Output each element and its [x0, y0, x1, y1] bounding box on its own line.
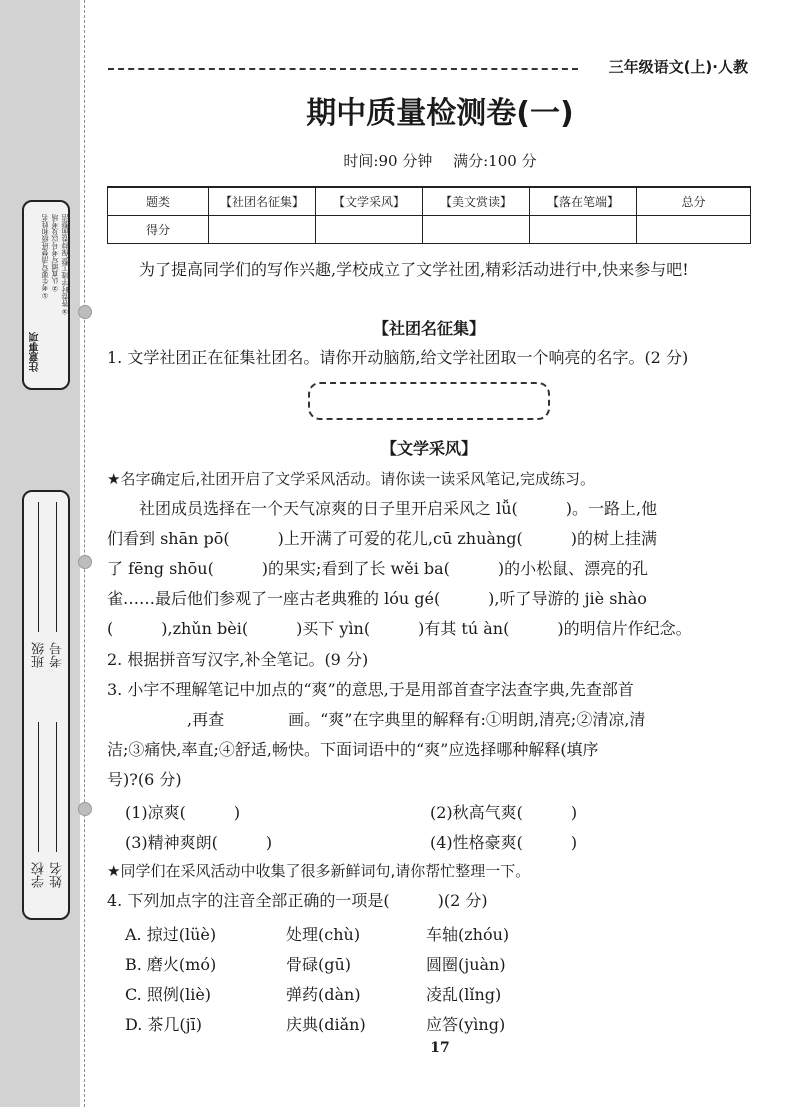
q4-option-c-3: 凌乱(lǐng) [426, 985, 502, 1004]
q4-option-b-3: 圆圈(juàn) [426, 955, 506, 974]
score-cell: 【文学采风】 [316, 187, 423, 216]
score-cell: 【美文赏读】 [423, 187, 530, 216]
score-input[interactable] [637, 216, 751, 244]
page-title: 期中质量检测卷(一) [306, 96, 574, 131]
exam-no-label: 考号 [50, 642, 65, 668]
notice-line-3: ③答卷时字迹工整,保持卷面整洁 [61, 214, 69, 316]
q4-option-d-2: 庆典(diǎn) [286, 1015, 366, 1034]
q4-option-b-1: B. 磨火(mó) [125, 955, 217, 974]
score-table-header-row [108, 187, 751, 216]
q4-option-d-3: 应答(yìng) [426, 1015, 506, 1034]
notice-line-1: ①考生要写清楚班级和姓名 [41, 214, 49, 299]
question-3-line-1: 3. 小宇不理解笔记中加点的“爽”的意思,于是用部首查字法查字典,先查部首 [107, 680, 634, 699]
notice-title: 注意事项 [30, 332, 41, 372]
page-number: 17 [430, 1040, 450, 1056]
binding-hole-3 [78, 802, 92, 816]
note-line-2: 们看到 shān pō( )上开满了可爱的花儿,cū zhuàng( )的树上挂满 [107, 529, 657, 548]
score-input[interactable] [423, 216, 530, 244]
exam-info [0, 150, 800, 171]
q4-option-c-2: 弹药(dàn) [286, 985, 361, 1004]
question-3-line-4: 号)?(6 分) [107, 770, 182, 789]
question-2: 2. 根据拼音写汉字,补全笔记。(9 分) [107, 650, 369, 669]
question-1: 1. 文学社团正在征集社团名。请你开动脑筋,给文学社团取一个响亮的名字。(2 分) [107, 348, 689, 367]
intro-paragraph: 为了提高同学们的写作兴趣,学校成立了文学社团,精彩活动进行中,快来参与吧! [139, 260, 689, 279]
subject-label: 三年级语文(上)·人教 [608, 58, 748, 76]
name-label: 姓名 [50, 862, 65, 888]
class-blank[interactable] [38, 502, 39, 632]
q4-option-b-2: 骨碌(gū) [286, 955, 352, 974]
score-table [107, 186, 751, 244]
q4-option-a-3: 车轴(zhóu) [426, 925, 510, 944]
binding-hole-2 [78, 555, 92, 569]
school-label: 学校 [32, 862, 47, 888]
time-limit: 时间:90 分钟 [343, 152, 433, 170]
class-label: 班级 [32, 642, 47, 668]
q4-option-a-2: 处理(chù) [286, 925, 361, 944]
section-heading-1: 【社团名征集】 [372, 319, 485, 338]
school-blank[interactable] [38, 722, 39, 852]
q4-option-d-1: D. 茶几(jī) [125, 1015, 202, 1034]
score-table-score-row [108, 216, 751, 244]
club-name-answer-box[interactable] [308, 382, 550, 420]
score-cell: 【落在笔端】 [530, 187, 637, 216]
score-input[interactable] [530, 216, 637, 244]
q3-option-1: (1)凉爽( ) [125, 803, 241, 822]
name-blank[interactable] [56, 722, 57, 852]
q4-option-c-1: C. 照例(liè) [125, 985, 212, 1004]
q3-option-4: (4)性格豪爽( ) [430, 833, 578, 852]
exam-no-blank[interactable] [56, 502, 57, 632]
note-line-5: ( ),zhǔn bèi( )买下 yìn( )有其 tú àn( )的明信片作纪念。 [107, 619, 692, 638]
score-cell: 【社团名征集】 [209, 187, 316, 216]
header-rule [108, 68, 578, 70]
task-instruction-2: ★同学们在采风活动中收集了很多新鲜词句,请你帮忙整理一下。 [107, 862, 531, 880]
binding-hole-1 [78, 305, 92, 319]
section-heading-2: 【文学采风】 [380, 439, 477, 458]
q4-option-a-1: A. 掠过(lüè) [125, 925, 217, 944]
notice-line-2: ②认真填写考号以及考场 [51, 214, 59, 292]
q3-option-2: (2)秋高气爽( ) [430, 803, 578, 822]
score-row-label: 得分 [108, 216, 209, 244]
note-line-4: 雀……最后他们参观了一座古老典雅的 lóu gé( ),听了导游的 jiè shào [107, 589, 647, 608]
question-4: 4. 下列加点字的注音全部正确的一项是( )(2 分) [107, 891, 488, 910]
q3-option-3: (3)精神爽朗( ) [125, 833, 273, 852]
score-input[interactable] [316, 216, 423, 244]
score-cell: 题类 [108, 187, 209, 216]
notice-box [22, 200, 70, 390]
note-line-3: 了 fēng shōu( )的果实;看到了长 wěi ba( )的小松鼠、漂亮的孔 [107, 559, 649, 578]
question-3-line-3: 洁;③痛快,率直;④舒适,畅快。下面词语中的“爽”应选择哪种解释(填序 [107, 740, 599, 759]
full-score: 满分:100 分 [453, 152, 537, 170]
note-line-1: 社团成员选择在一个天气凉爽的日子里开启采风之 lǚ( )。一路上,他 [139, 499, 658, 518]
score-input[interactable] [209, 216, 316, 244]
student-info-box [22, 490, 70, 920]
question-3-line-2: ,再查 画。“爽”在字典里的解释有:①明朗,清亮;②清凉,清 [107, 710, 646, 729]
task-instruction-1: ★名字确定后,社团开启了文学采风活动。请你读一读采风笔记,完成练习。 [107, 470, 595, 488]
score-cell: 总分 [637, 187, 751, 216]
